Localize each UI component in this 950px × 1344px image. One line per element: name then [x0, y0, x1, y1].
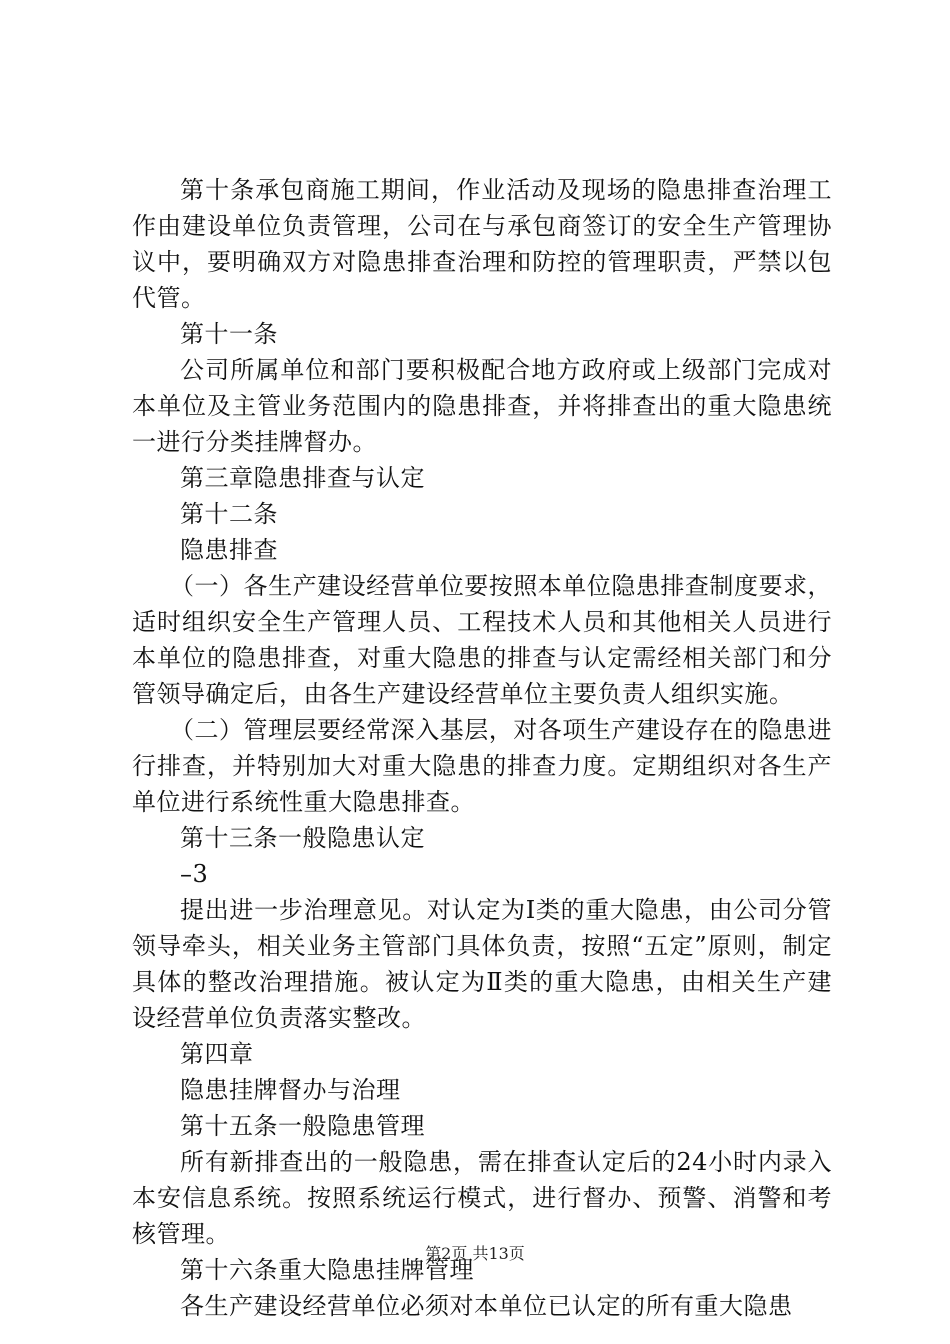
heading-article-11: 第十一条 — [180, 320, 278, 348]
paragraph-article-16-body: 各生产建设经营单位必须对本单位已认定的所有重大隐患 — [180, 1292, 793, 1320]
document-body — [132, 172, 832, 1324]
heading-article-16: 第十六条重大隐患挂牌管理 — [180, 1256, 474, 1284]
heading-article-12: 第十二条 — [180, 500, 278, 528]
paragraph-item-2: （二）管理层要经常深入基层，对各项生产建设存在的隐患进行排查，并特别加大对重大隐患的排查力度。定期组织对各生产单位进行系统性重大隐患排查。 — [132, 716, 832, 816]
paragraph-article-10: 第十条承包商施工期间，作业活动及现场的隐患排查治理工作由建设单位负责管理，公司在与承包商签订的安全生产管理协议中，要明确双方对隐患排查治理和防控的管理职责，严禁以包代管。 — [132, 176, 832, 312]
heading-chapter-4: 第四章 — [180, 1040, 254, 1068]
paragraph-article-11-body: 公司所属单位和部门要积极配合地方政府或上级部门完成对本单位及主管业务范围内的隐患排查，并将排查出的重大隐患统一进行分类挂牌督办。 — [132, 356, 832, 456]
heading-article-13: 第十三条一般隐患认定 — [180, 824, 425, 852]
page-marker: –3 — [180, 860, 209, 888]
paragraph-article-15-body: 所有新排查出的一般隐患，需在排查认定后的24小时内录入本安信息系统。按照系统运行模式，进行督办、预警、消警和考核管理。 — [132, 1148, 832, 1248]
heading-article-15: 第十五条一般隐患管理 — [180, 1112, 425, 1140]
heading-chapter-4-title: 隐患挂牌督办与治理 — [180, 1076, 401, 1104]
page-number-label: 第2页 共13页 — [425, 1244, 525, 1263]
page-footer — [0, 1244, 950, 1264]
heading-hazard-inspection: 隐患排查 — [180, 536, 278, 564]
paragraph-item-1: （一）各生产建设经营单位要按照本单位隐患排查制度要求，适时组织安全生产管理人员、工程技术人员和其他相关人员进行本单位的隐患排查，对重大隐患的排查与认定需经相关部门和分管领导确定后，由各生产建设经营单位主要负责人组织实施。 — [132, 572, 832, 708]
paragraph-rectification: 提出进一步治理意见。对认定为Ⅰ类的重大隐患，由公司分管领导牵头，相关业务主管部门具体负责，按照“五定”原则，制定具体的整改治理措施。被认定为Ⅱ类的重大隐患，由相关生产建设经营单位负责落实整改。 — [132, 896, 832, 1032]
heading-chapter-3: 第三章隐患排查与认定 — [180, 464, 425, 492]
